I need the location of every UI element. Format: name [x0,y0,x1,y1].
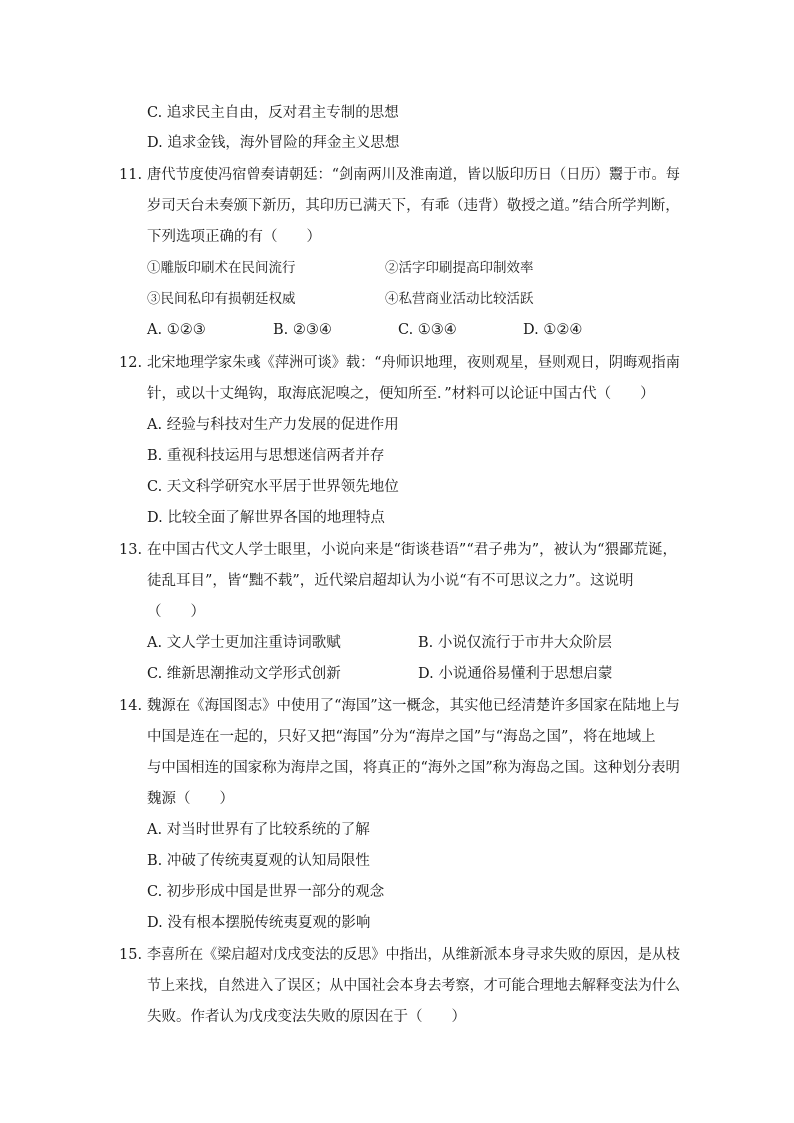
q11-option-c: C. ①③④ [398,322,457,338]
q11-item-2: ②活字印刷提高印制效率 [385,260,534,276]
q12-option-a: A. 经验与科技对生产力发展的促进作用 [147,417,399,433]
q14-option-d: D. 没有根本摆脱传统夷夏观的影响 [147,915,371,931]
q13-stem-line2: 徒乱耳目”，皆“黜不载”，近代梁启超却认为小说“有不可思议之力”。这说明 [147,573,634,589]
q11-option-d: D. ①②④ [523,322,583,338]
q14-option-b: B. 冲破了传统夷夏观的认知局限性 [147,853,370,869]
q11-number: 11. [119,167,143,183]
q13-option-a: A. 文人学士更加注重诗词歌赋 [147,635,341,651]
q14-stem-line1: 魏源在《海国图志》中使用了“海国”这一概念，其实他已经清楚许多国家在陆地上与 [147,698,680,714]
q11-stem-line3: 下列选项正确的有（ ） [147,229,321,245]
q14-stem-line2: 中国是连在一起的，只好又把“海国”分为“海岸之国”与“海岛之国”，将在地域上 [147,729,656,745]
q11-item-3: ③民间私印有损朝廷权威 [147,291,296,307]
q11-item-4: ④私营商业活动比较活跃 [385,291,534,307]
q13-option-d: D. 小说通俗易懂利于思想启蒙 [418,666,613,682]
q14-stem-line3: 与中国相连的国家称为海岸之国，将真正的“海外之国”称为海岛之国。这种划分表明 [147,760,680,776]
q13-option-c: C. 维新思潮推动文学形式创新 [147,666,341,682]
q13-option-b: B. 小说仅流行于市井大众阶层 [418,635,612,651]
q15-number: 15. [119,947,143,963]
q14-option-a: A. 对当时世界有了比较系统的了解 [147,822,370,838]
q15-stem-line2: 节上来找，自然进入了误区；从中国社会本身去考察，才可能合理地去解释变法为什么 [147,978,680,994]
q12-option-d: D. 比较全面了解世界各国的地理特点 [147,510,385,526]
q10-option-d: D. 追求金钱，海外冒险的拜金主义思想 [147,135,400,151]
q11-stem-line1: 唐代节度使冯宿曾奏请朝廷：“剑南两川及淮南道，皆以版印历日（日历）鬻于市。每 [147,167,680,183]
q11-stem-line2: 岁司天台未奏颁下新历，其印历已满天下，有乖（违背）敬授之道。”结合所学判断， [147,198,680,214]
q13-stem-line1: 在中国古代文人学士眼里，小说向来是“街谈巷语”“君子弗为”，被认为“猥鄙荒诞， [147,542,678,558]
q14-stem-line4: 魏源（ ） [147,791,234,807]
q12-number: 12. [119,355,143,371]
q11-option-a: A. ①②③ [147,322,206,338]
q13-number: 13. [119,542,143,558]
q14-option-c: C. 初步形成中国是世界一部分的观念 [147,884,385,900]
q10-option-c: C. 追求民主自由，反对君主专制的思想 [147,105,399,121]
q11-item-1: ①雕版印刷术在民间流行 [147,260,296,276]
q11-option-b: B. ②③④ [273,322,332,338]
q12-option-c: C. 天文科学研究水平居于世界领先地位 [147,479,399,495]
q12-stem-line1: 北宋地理学家朱彧《萍洲可谈》载：“舟师识地理，夜则观星，昼则观日，阴晦观指南 [147,355,680,371]
q13-stem-line3: （ ） [147,604,205,620]
q14-number: 14. [119,698,143,714]
q15-stem-line1: 李喜所在《梁启超对戊戌变法的反思》中指出，从维新派本身寻求失败的原因，是从枝 [147,947,680,963]
q12-option-b: B. 重视科技运用与思想迷信两者并存 [147,448,385,464]
q12-stem-line2: 针，或以十丈绳钩，取海底泥嗅之，便知所至．”材料可以论证中国古代（ ） [147,386,655,402]
q15-stem-line3: 失败。作者认为戊戌变法失败的原因在于（ ） [147,1009,466,1025]
